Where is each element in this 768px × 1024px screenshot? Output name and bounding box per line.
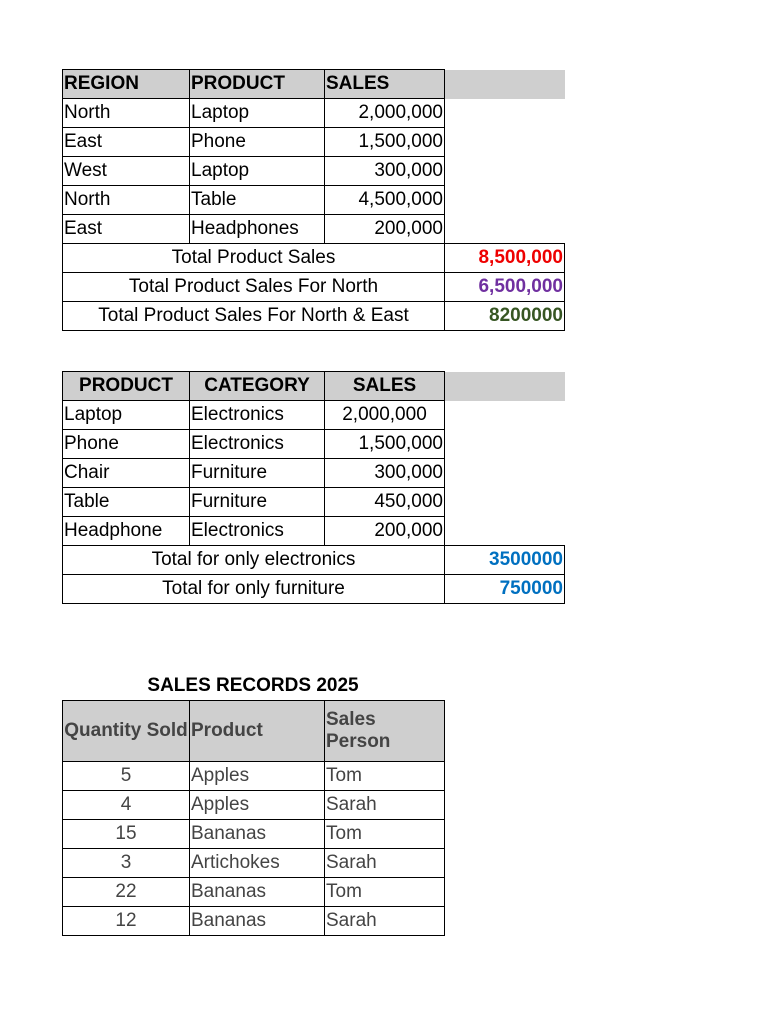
sales-cell[interactable]: 200,000 (325, 517, 445, 546)
product-cell[interactable]: Bananas (190, 820, 325, 849)
product-cell[interactable]: Chair (63, 459, 190, 488)
sales-records-title[interactable]: SALES RECORDS 2025 (147, 675, 359, 696)
product-cell[interactable]: Headphones (190, 215, 325, 244)
header-cell[interactable]: Product (190, 701, 325, 762)
empty-cell[interactable] (445, 430, 565, 459)
empty-cell[interactable] (445, 128, 565, 157)
empty-cell[interactable] (445, 157, 565, 186)
region-cell[interactable]: North (63, 186, 190, 215)
table-row (63, 488, 565, 517)
product-cell[interactable]: Phone (63, 430, 190, 459)
total-north-east-label[interactable]: Total Product Sales For North & East (63, 302, 445, 331)
region-cell[interactable]: West (63, 157, 190, 186)
quantity-cell[interactable]: 15 (63, 820, 190, 849)
total-north-value[interactable]: 6,500,000 (445, 273, 565, 302)
product-cell[interactable]: Table (190, 186, 325, 215)
product-cell[interactable]: Apples (190, 762, 325, 791)
table-row (63, 157, 565, 186)
region-cell[interactable]: East (63, 128, 190, 157)
header-cell[interactable]: SALES (325, 372, 445, 401)
product-cell[interactable]: Headphone (63, 517, 190, 546)
product-cell[interactable]: Apples (190, 791, 325, 820)
total-product-sales-value[interactable]: 8,500,000 (445, 244, 565, 273)
total-furniture-value[interactable]: 750000 (445, 575, 565, 604)
sales-cell[interactable]: 200,000 (325, 215, 445, 244)
product-cell[interactable]: Laptop (63, 401, 190, 430)
table-row (63, 517, 565, 546)
empty-cell[interactable] (445, 459, 565, 488)
sales-cell[interactable]: 300,000 (325, 157, 445, 186)
table-row (63, 215, 565, 244)
total-furniture-label[interactable]: Total for only furniture (63, 575, 445, 604)
table-row (63, 99, 565, 128)
sales-person-cell[interactable]: Tom (325, 820, 445, 849)
sales-person-cell[interactable]: Sarah (325, 907, 445, 936)
category-cell[interactable]: Furniture (190, 488, 325, 517)
category-cell[interactable]: Electronics (190, 430, 325, 459)
empty-cell[interactable] (445, 186, 565, 215)
table-header-row (63, 70, 565, 99)
header-cell[interactable]: Quantity Sold (63, 701, 190, 762)
quantity-cell[interactable]: 5 (63, 762, 190, 791)
header-cell[interactable]: Sales Person (325, 701, 445, 762)
category-cell[interactable]: Furniture (190, 459, 325, 488)
product-cell[interactable]: Phone (190, 128, 325, 157)
table-header-row (63, 372, 565, 401)
header-cell[interactable]: PRODUCT (190, 70, 325, 99)
total-north-label[interactable]: Total Product Sales For North (63, 273, 445, 302)
table-row (63, 878, 445, 907)
empty-cell[interactable] (445, 215, 565, 244)
table-row (63, 820, 445, 849)
empty-cell[interactable] (445, 517, 565, 546)
total-row (63, 244, 565, 273)
sales-person-cell[interactable]: Tom (325, 762, 445, 791)
quantity-cell[interactable]: 4 (63, 791, 190, 820)
total-row (63, 302, 565, 331)
header-cell[interactable]: PRODUCT (63, 372, 190, 401)
sales-records-table (62, 700, 445, 936)
category-sales-table (62, 371, 565, 604)
product-cell[interactable]: Bananas (190, 907, 325, 936)
empty-cell[interactable] (445, 70, 565, 99)
product-cell[interactable]: Bananas (190, 878, 325, 907)
table-header-row (63, 701, 445, 762)
category-cell[interactable]: Electronics (190, 517, 325, 546)
header-cell[interactable]: SALES (325, 70, 445, 99)
sales-cell[interactable]: 2,000,000 (325, 401, 445, 430)
table-row (63, 459, 565, 488)
quantity-cell[interactable]: 12 (63, 907, 190, 936)
total-row (63, 546, 565, 575)
table-row (63, 430, 565, 459)
total-electronics-value[interactable]: 3500000 (445, 546, 565, 575)
empty-cell[interactable] (445, 372, 565, 401)
total-north-east-value[interactable]: 8200000 (445, 302, 565, 331)
category-cell[interactable]: Electronics (190, 401, 325, 430)
table-row (63, 401, 565, 430)
total-product-sales-label[interactable]: Total Product Sales (63, 244, 445, 273)
table-row (63, 907, 445, 936)
total-electronics-label[interactable]: Total for only electronics (63, 546, 445, 575)
region-cell[interactable]: North (63, 99, 190, 128)
sales-person-cell[interactable]: Tom (325, 878, 445, 907)
quantity-cell[interactable]: 22 (63, 878, 190, 907)
table-row (63, 128, 565, 157)
sales-person-cell[interactable]: Sarah (325, 849, 445, 878)
region-sales-table (62, 69, 565, 331)
total-row (63, 575, 565, 604)
table-row (63, 849, 445, 878)
table-row (63, 186, 565, 215)
empty-cell[interactable] (445, 401, 565, 430)
table-row (63, 762, 445, 791)
sales-cell[interactable]: 2,000,000 (325, 99, 445, 128)
empty-cell[interactable] (445, 488, 565, 517)
product-cell[interactable]: Laptop (190, 99, 325, 128)
total-row (63, 273, 565, 302)
product-cell[interactable]: Artichokes (190, 849, 325, 878)
header-cell[interactable]: CATEGORY (190, 372, 325, 401)
sales-person-cell[interactable]: Sarah (325, 791, 445, 820)
region-cell[interactable]: East (63, 215, 190, 244)
sales-cell[interactable]: 1,500,000 (325, 430, 445, 459)
header-cell[interactable]: REGION (63, 70, 190, 99)
sales-cell[interactable]: 300,000 (325, 459, 445, 488)
sales-cell[interactable]: 450,000 (325, 488, 445, 517)
table-row (63, 791, 445, 820)
quantity-cell[interactable]: 3 (63, 849, 190, 878)
product-cell[interactable]: Table (63, 488, 190, 517)
product-cell[interactable]: Laptop (190, 157, 325, 186)
empty-cell[interactable] (445, 99, 565, 128)
sales-cell[interactable]: 4,500,000 (325, 186, 445, 215)
sales-cell[interactable]: 1,500,000 (325, 128, 445, 157)
